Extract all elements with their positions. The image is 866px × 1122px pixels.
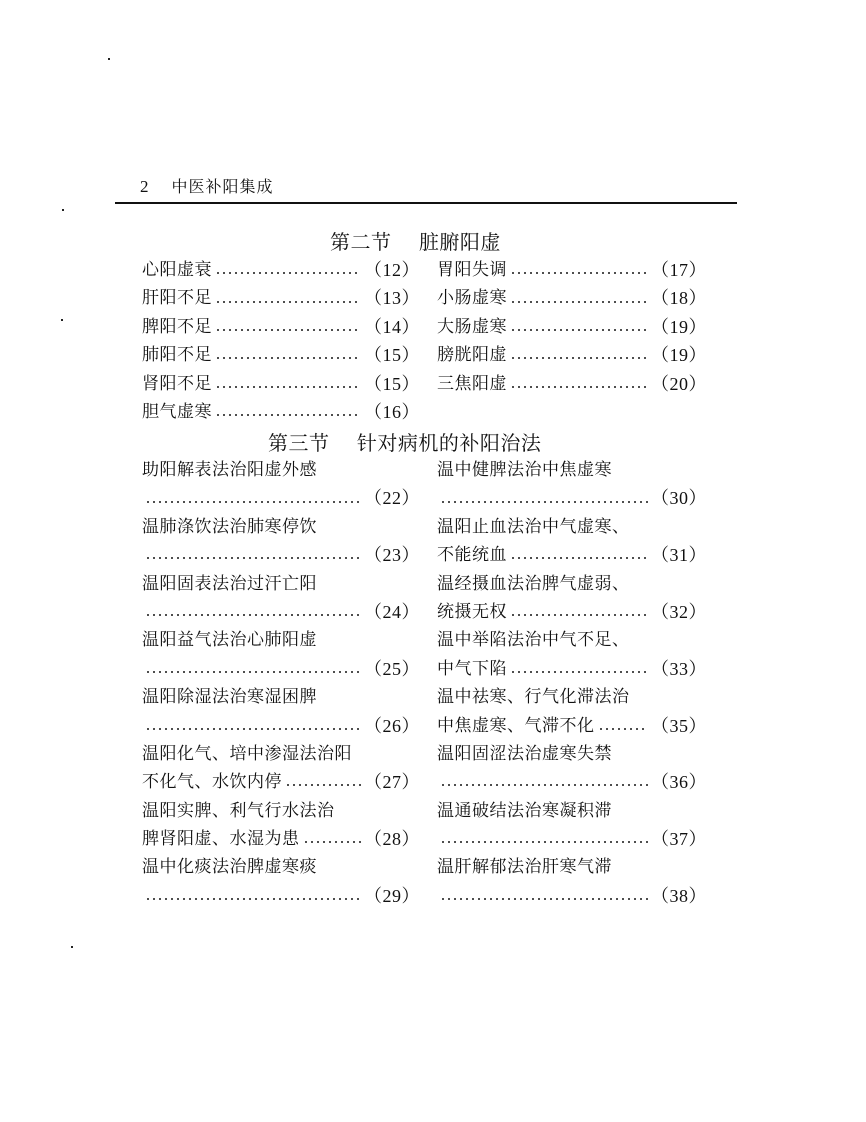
entry-title: 肾阳不足 [142,373,212,394]
entry-title: 温阳益气法治心肺阳虚 [142,630,317,651]
scan-speck [62,209,64,211]
entry-page: （16） [364,401,420,422]
entry-page: （14） [364,316,420,337]
toc-entry[interactable] [437,626,707,683]
section-title-3: 第三节 针对病机的补阳治法 [268,431,542,455]
leader-dots [145,898,361,900]
leader-dots [510,329,648,331]
entry-title-cont: 脾肾阳虚、水湿为患 [142,829,300,850]
entry-page: （20） [651,373,707,394]
leader-dots [440,898,648,900]
toc-entry[interactable] [142,683,420,740]
leader-dots [440,501,648,503]
entry-title-cont: 不化气、水饮内停 [142,772,282,793]
scan-speck [108,58,110,60]
entry-page: （33） [651,658,707,679]
section-title-2: 第二节 脏腑阳虚 [330,230,501,254]
entry-title: 温阳止血法治中气虚寒、 [437,516,630,537]
toc-entry[interactable] [437,683,707,740]
entry-title: 三焦阳虚 [437,373,507,394]
entry-page: （19） [651,316,707,337]
leader-dots [215,386,361,388]
entry-page: （35） [651,715,707,736]
toc-entry[interactable] [437,853,707,910]
leader-dots [215,357,361,359]
entry-page: （36） [651,772,707,793]
entry-page: （19） [651,345,707,366]
entry-page: （28） [364,829,420,850]
toc-entry[interactable] [142,456,420,513]
toc-entry[interactable] [437,313,707,341]
toc-entry[interactable] [142,570,420,627]
entry-page: （17） [651,260,707,280]
toc-entry[interactable] [437,513,707,570]
toc-column-left-section2 [142,256,420,426]
leader-dots [510,272,648,274]
toc-entry[interactable] [142,513,420,570]
leader-dots [510,301,648,303]
entry-page: （27） [364,772,420,793]
leader-dots [510,614,648,616]
entry-title: 脾阳不足 [142,316,212,337]
entry-page: （26） [364,715,420,736]
toc-entry[interactable] [142,313,420,341]
entry-page: （12） [364,260,420,280]
entry-page: （25） [364,658,420,679]
page-number: 2 [140,177,150,196]
entry-page: （31） [651,545,707,566]
entry-page: （15） [364,373,420,394]
toc-entry[interactable] [142,341,420,369]
leader-dots [440,841,648,843]
entry-title: 温肝解郁法治肝寒气滞 [437,857,612,878]
entry-title: 胆气虚寒 [142,401,212,422]
leader-dots [510,386,648,388]
entry-title: 肺阳不足 [142,345,212,366]
entry-title: 温经摄血法治脾气虚弱、 [437,573,630,594]
entry-title: 温肺涤饮法治肺寒停饮 [142,516,317,537]
toc-entry[interactable] [437,256,707,284]
leader-dots [215,272,361,274]
leader-dots [510,557,648,559]
entry-title-cont: 中焦虚寒、气滞不化 [437,715,595,736]
entry-page: （37） [651,829,707,850]
book-title: 中医补阳集成 [171,177,274,196]
leader-dots [285,784,361,786]
toc-column-left-section3 [142,456,420,910]
leader-dots [215,414,361,416]
entry-page: （29） [364,885,420,906]
entry-title: 温阳固表法治过汗亡阳 [142,573,317,594]
entry-title: 胃阳失调 [437,260,507,280]
entry-title-cont: 中气下陷 [437,658,507,679]
entry-title: 肝阳不足 [142,288,212,309]
entry-title: 助阳解表法治阳虚外感 [142,460,317,480]
entry-page: （32） [651,601,707,622]
entry-title: 心阳虚衰 [142,260,212,280]
toc-entry[interactable] [437,341,707,369]
leader-dots [145,671,361,673]
entry-page: （30） [651,488,707,509]
toc-entry[interactable] [437,740,707,797]
entry-title: 温中举陷法治中气不足、 [437,630,630,651]
toc-entry[interactable] [142,256,420,284]
entry-title-cont: 统摄无权 [437,601,507,622]
toc-column-right-section2 [437,256,707,398]
scan-speck [71,946,73,948]
toc-entry[interactable] [437,456,707,513]
entry-title: 温通破结法治寒凝积滞 [437,800,612,821]
entry-page: （23） [364,545,420,566]
leader-dots [598,728,649,730]
leader-dots [215,329,361,331]
entry-title: 膀胱阳虚 [437,345,507,366]
running-head [140,174,274,197]
leader-dots [145,728,361,730]
leader-dots [215,301,361,303]
toc-entry[interactable] [437,797,707,854]
entry-title-cont: 不能统血 [437,545,507,566]
toc-entry[interactable] [142,797,420,854]
entry-page: （38） [651,885,707,906]
toc-entry[interactable] [437,570,707,627]
entry-title: 温中健脾法治中焦虚寒 [437,460,612,480]
entry-page: （18） [651,288,707,309]
toc-entry[interactable] [437,284,707,312]
entry-title: 温阳固涩法治虚寒失禁 [437,743,612,764]
leader-dots [510,671,648,673]
scan-speck [61,319,63,321]
toc-entry[interactable] [437,370,707,398]
leader-dots [145,614,361,616]
leader-dots [145,501,361,503]
toc-entry[interactable] [142,740,420,797]
toc-entry[interactable] [142,853,420,910]
entry-title: 温阳化气、培中渗湿法治阳 [142,743,352,764]
toc-column-right-section3 [437,456,707,910]
entry-page: （15） [364,345,420,366]
toc-entry[interactable] [142,370,420,398]
leader-dots [440,784,648,786]
entry-title: 温中化痰法治脾虚寒痰 [142,857,317,878]
entry-title: 大肠虚寒 [437,316,507,337]
entry-page: （13） [364,288,420,309]
leader-dots [145,557,361,559]
entry-title: 温阳除湿法治寒湿困脾 [142,687,317,708]
toc-entry[interactable] [142,626,420,683]
entry-title: 小肠虚寒 [437,288,507,309]
leader-dots [510,357,648,359]
entry-page: （24） [364,601,420,622]
entry-title: 温阳实脾、利气行水法治 [142,800,335,821]
leader-dots [303,841,362,843]
header-rule [115,202,737,204]
toc-entry[interactable] [142,284,420,312]
entry-page: （22） [364,488,420,509]
toc-entry[interactable] [142,398,420,426]
entry-title: 温中祛寒、行气化滞法治 [437,687,630,708]
